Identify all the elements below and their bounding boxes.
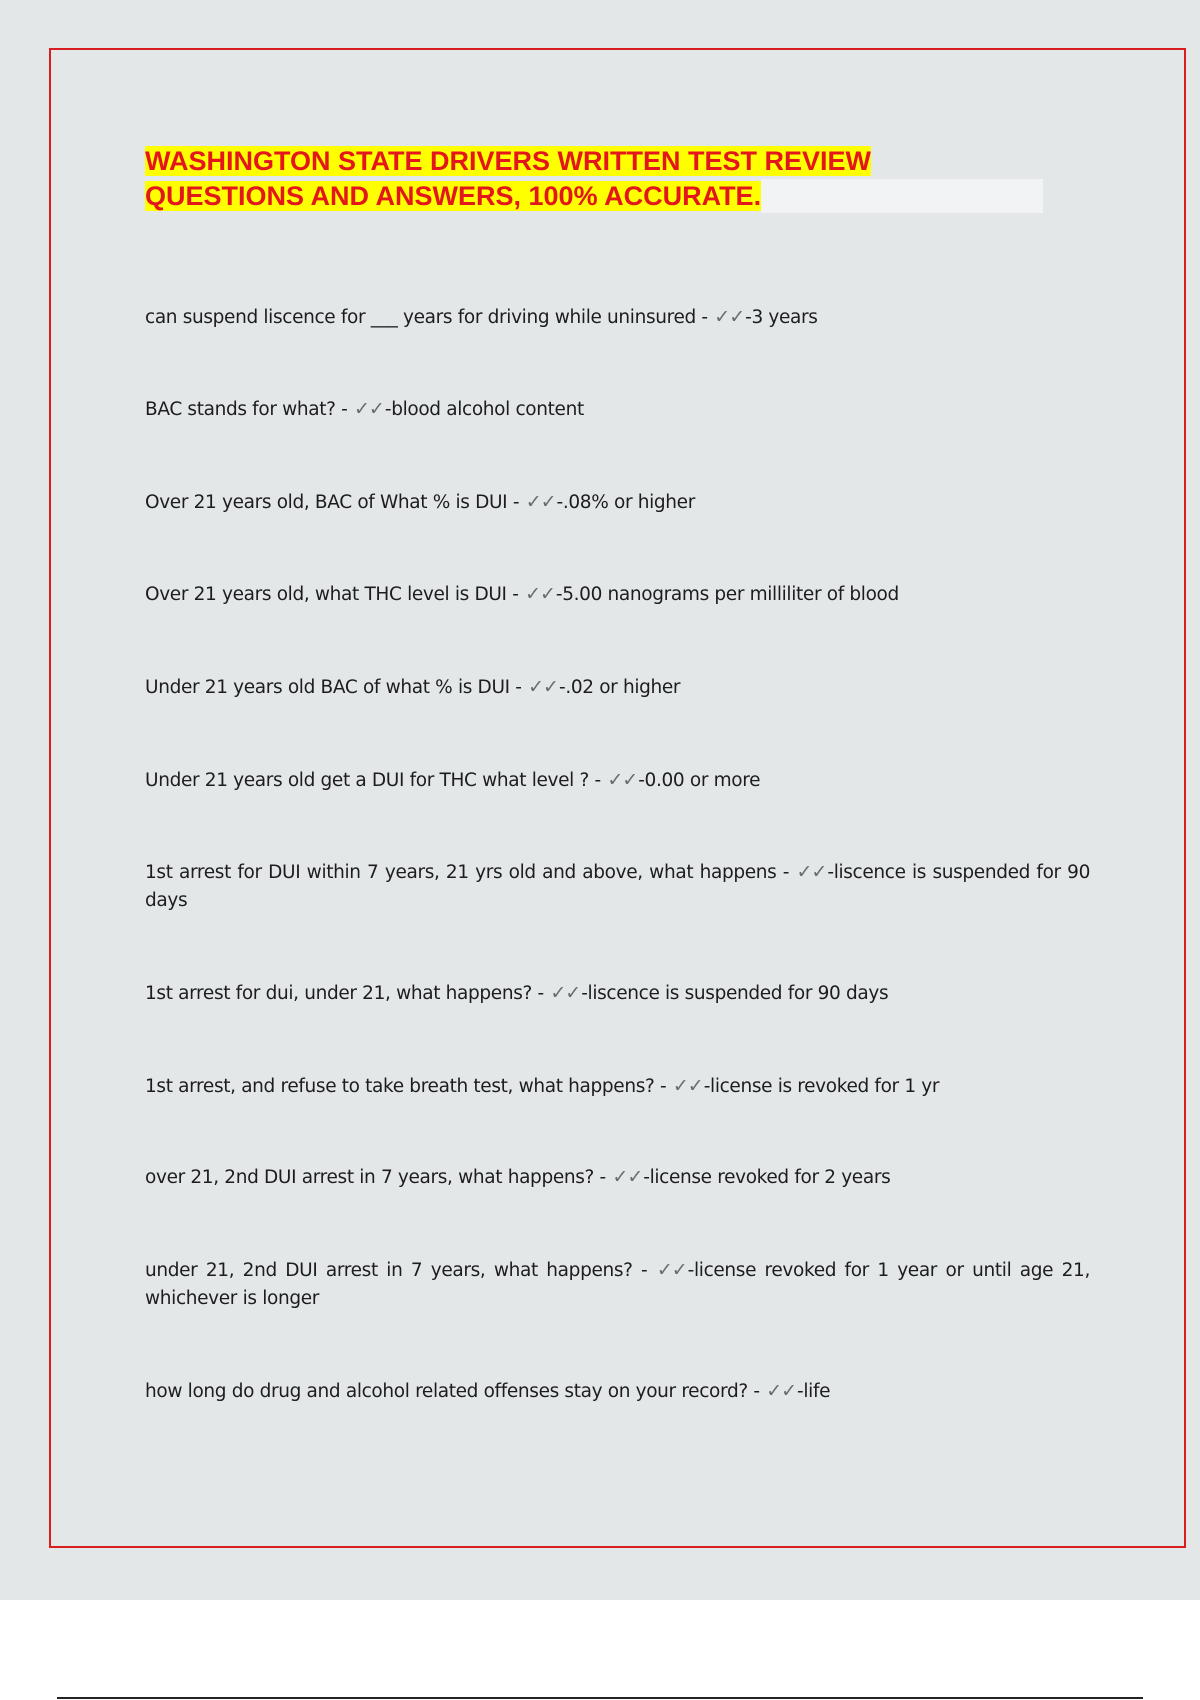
answer-prefix: - [745, 307, 752, 328]
qa-item [145, 1377, 1090, 1406]
separator: - [531, 983, 550, 1004]
question-text: Under 21 years old BAC of what % is DUI [145, 677, 510, 698]
answer-prefix: - [827, 862, 834, 883]
answer-prefix: - [703, 1076, 711, 1097]
double-check-icon: ✓✓ [612, 1166, 643, 1188]
separator: - [335, 399, 354, 420]
title-line-2: QUESTIONS AND ANSWERS, 100% ACCURATE. [145, 181, 762, 211]
answer-prefix: - [556, 492, 563, 513]
double-check-icon: ✓✓ [714, 306, 745, 328]
double-check-icon: ✓✓ [656, 1259, 687, 1281]
qa-item [145, 303, 1090, 332]
double-check-icon: ✓✓ [672, 1075, 703, 1097]
separator: - [594, 1167, 612, 1188]
double-check-icon: ✓✓ [766, 1380, 797, 1402]
answer-prefix: - [687, 1260, 694, 1281]
answer-prefix: - [581, 983, 588, 1004]
qa-item [145, 395, 1090, 424]
answer-text: liscence is suspended for 90 days [145, 862, 1091, 911]
question-text: BAC stands for what? [145, 399, 336, 420]
qa-item [145, 858, 1090, 915]
question-text: 1st arrest, and refuse to take breath test, what happens? [145, 1076, 655, 1097]
question-text: how long do drug and alcohol related offenses stay on your record? [145, 1381, 748, 1402]
qa-item [145, 979, 1090, 1008]
answer-text: .02 or higher [565, 677, 681, 698]
qa-item [145, 1163, 1090, 1192]
question-text: 1st arrest for DUI within 7 years, 21 yrs old and above, what happens [145, 862, 777, 883]
double-check-icon: ✓✓ [528, 676, 558, 698]
separator: - [509, 677, 528, 698]
separator: - [632, 1260, 656, 1281]
separator: - [507, 492, 525, 513]
answer-text: 0.00 or more [644, 770, 761, 791]
answer-text: license revoked for 2 years [649, 1167, 891, 1188]
answer-text: life [803, 1381, 831, 1402]
double-check-icon: ✓✓ [550, 982, 581, 1004]
title-line-1: WASHINGTON STATE DRIVERS WRITTEN TEST REVIEW [145, 146, 872, 176]
separator: - [695, 307, 714, 328]
separator: - [776, 862, 796, 883]
separator: - [654, 1076, 672, 1097]
title-highlight-tail [761, 179, 1043, 213]
question-text: Over 21 years old, BAC of What % is DUI [145, 492, 508, 513]
qa-item [145, 580, 1090, 609]
qa-item [145, 673, 1090, 702]
separator: - [588, 770, 607, 791]
question-text: under 21, 2nd DUI arrest in 7 years, what happens? [145, 1260, 633, 1281]
question-text: Under 21 years old get a DUI for THC what level ? [145, 770, 589, 791]
answer-text: blood alcohol content [391, 399, 584, 420]
answer-text: 3 years [751, 307, 818, 328]
double-check-icon: ✓✓ [607, 769, 638, 791]
double-check-icon: ✓✓ [354, 398, 384, 420]
question-text: over 21, 2nd DUI arrest in 7 years, what happens? [145, 1167, 595, 1188]
question-text: can suspend liscence for ___ years for driving while uninsured [145, 307, 696, 328]
question-text: Over 21 years old, what THC level is DUI [145, 584, 507, 605]
qa-item [145, 1072, 1090, 1101]
double-check-icon: ✓✓ [525, 491, 556, 513]
answer-prefix: - [643, 1167, 650, 1188]
answer-prefix: - [797, 1381, 804, 1402]
question-text: 1st arrest for dui, under 21, what happens? [145, 983, 532, 1004]
separator: - [747, 1381, 766, 1402]
qa-item [145, 488, 1090, 517]
answer-prefix: - [638, 770, 645, 791]
answer-text: liscence is suspended for 90 days [587, 983, 889, 1004]
answer-text: .08% or higher [562, 492, 695, 513]
answer-text: license is revoked for 1 yr [710, 1076, 940, 1097]
document-title [145, 144, 1091, 214]
page-border-frame [49, 48, 1186, 1548]
answer-prefix: - [384, 399, 392, 420]
qa-item [145, 766, 1090, 795]
double-check-icon: ✓✓ [796, 861, 827, 883]
answer-text: 5.00 nanograms per milliliter of blood [562, 584, 899, 605]
footer-rule [57, 1697, 1143, 1699]
qa-item [145, 1256, 1090, 1313]
answer-text: license revoked for 1 year or until age 21, whichever is longer [145, 1260, 1091, 1309]
separator: - [506, 584, 525, 605]
answer-prefix: - [558, 677, 566, 698]
double-check-icon: ✓✓ [525, 583, 555, 605]
answer-prefix: - [555, 584, 563, 605]
